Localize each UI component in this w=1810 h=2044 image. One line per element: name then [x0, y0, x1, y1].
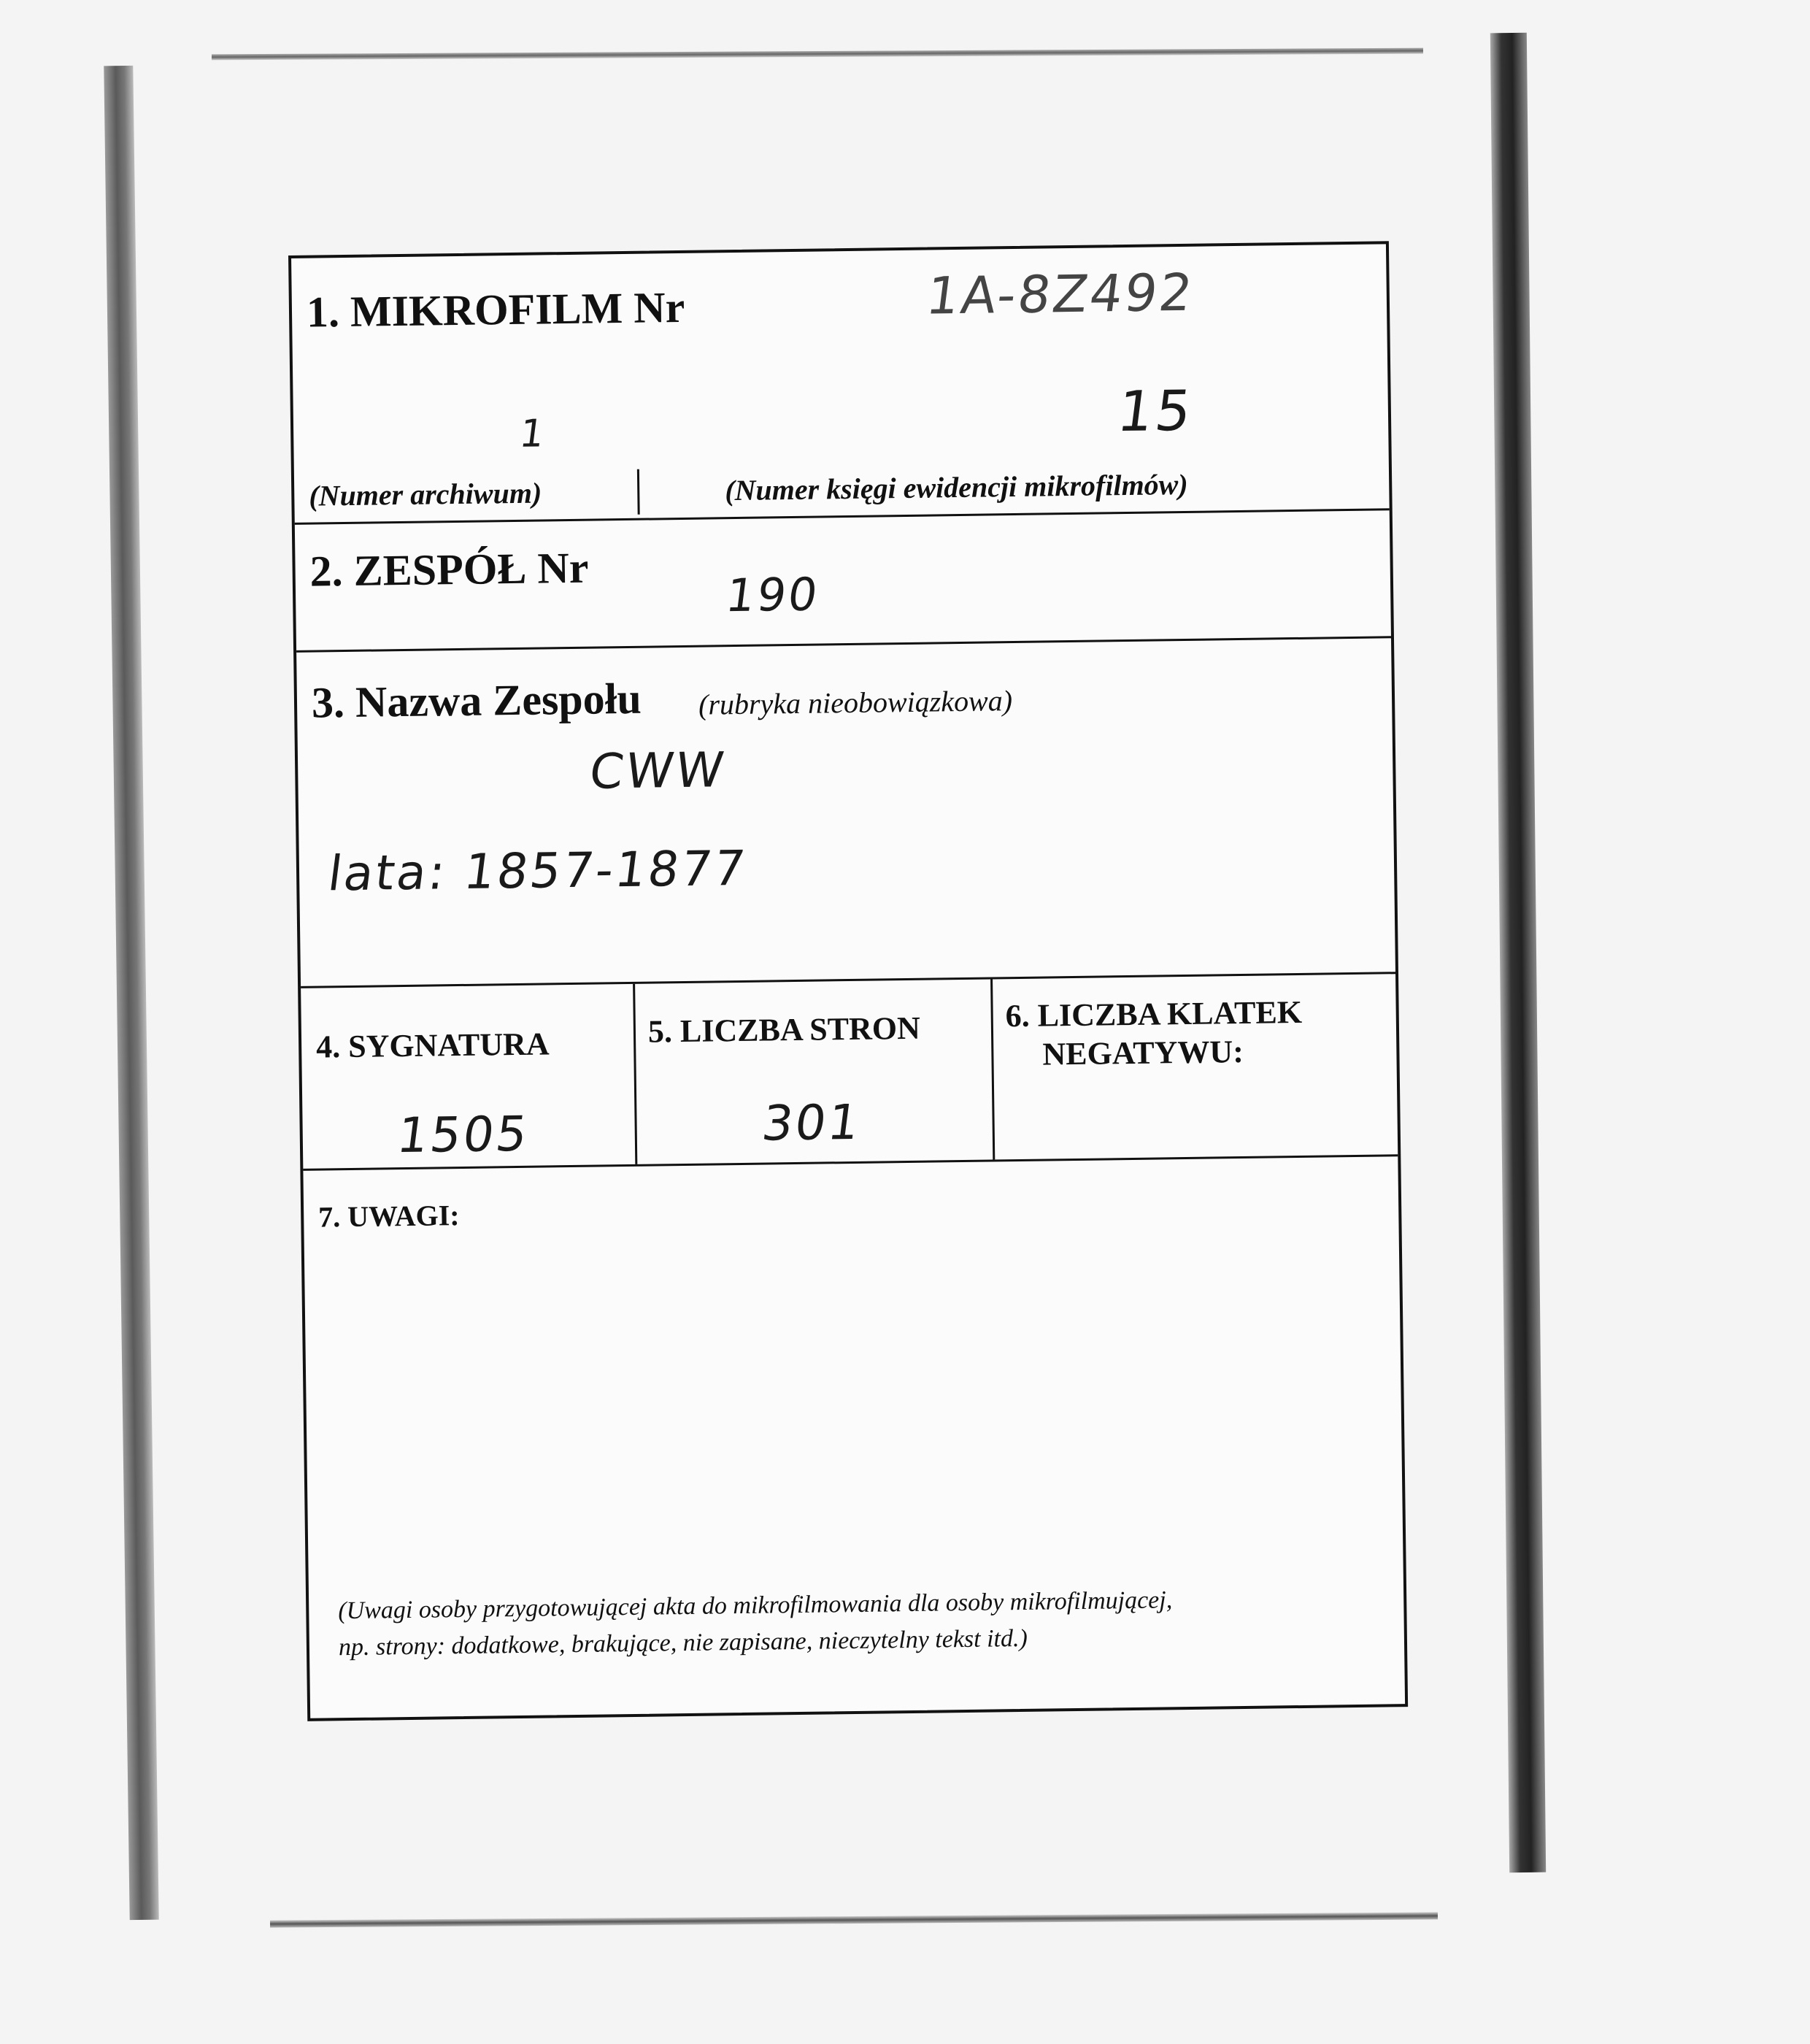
- fonds-name-label: 3. Nazwa Zespołu: [311, 674, 642, 727]
- page-count-value: 301: [758, 1094, 865, 1152]
- microfilm-number: 1A-8Z492: [923, 262, 1198, 326]
- remarks-label: 7. UWAGI:: [317, 1199, 460, 1234]
- remarks-footnote-1: (Uwagi osoby przygotowującej akta do mikrofilmowania dla osoby mikrofilmującej,: [338, 1586, 1173, 1625]
- fonds-name-note: (rubryka nieobowiązkowa): [698, 684, 1013, 721]
- archive-number: 1: [517, 412, 550, 456]
- page-count-label: 5. LICZBA STRON: [647, 1010, 921, 1050]
- scan-edge-left: [104, 66, 158, 1920]
- ledger-number-caption: (Numer księgi ewidencji mikrofilmów): [724, 467, 1188, 507]
- field-fonds-number-row: [295, 510, 1391, 653]
- fonds-number-value: 190: [723, 567, 823, 623]
- remarks-footnote-2: np. strony: dodatkowe, brakujące, nie zapisane, nieczytelny tekst itd.): [338, 1624, 1028, 1661]
- caption-divider: [637, 469, 640, 515]
- field-remarks-row: [303, 1156, 1405, 1718]
- fonds-name-value: CWW: [586, 742, 729, 800]
- ledger-number: 15: [1114, 377, 1198, 445]
- scan-edge-top: [212, 48, 1423, 61]
- frame-count-label-2: NEGATYWU:: [1042, 1033, 1244, 1072]
- column-divider-1: [633, 984, 637, 1164]
- archive-number-caption: (Numer archiwum): [309, 476, 542, 512]
- scan-edge-bottom: [270, 1912, 1438, 1927]
- signature-label: 4. SYGNATURA: [315, 1026, 550, 1065]
- fonds-number-label: 2. ZESPÓŁ Nr: [309, 543, 589, 596]
- signature-value: 1505: [393, 1105, 533, 1164]
- field-microfilm-row: [291, 244, 1390, 525]
- microfilm-form: [288, 241, 1408, 1721]
- frame-count-label-1: 6. LICZBA KLATEK: [1005, 994, 1303, 1034]
- fonds-years-value: lata: 1857-1877: [325, 840, 751, 902]
- field-signature-pages-row: [301, 974, 1398, 1171]
- microfilm-label: 1. MIKROFILM Nr: [306, 283, 685, 337]
- column-divider-2: [990, 979, 995, 1159]
- field-fonds-name-row: [296, 638, 1395, 988]
- scan-edge-right: [1490, 33, 1546, 1872]
